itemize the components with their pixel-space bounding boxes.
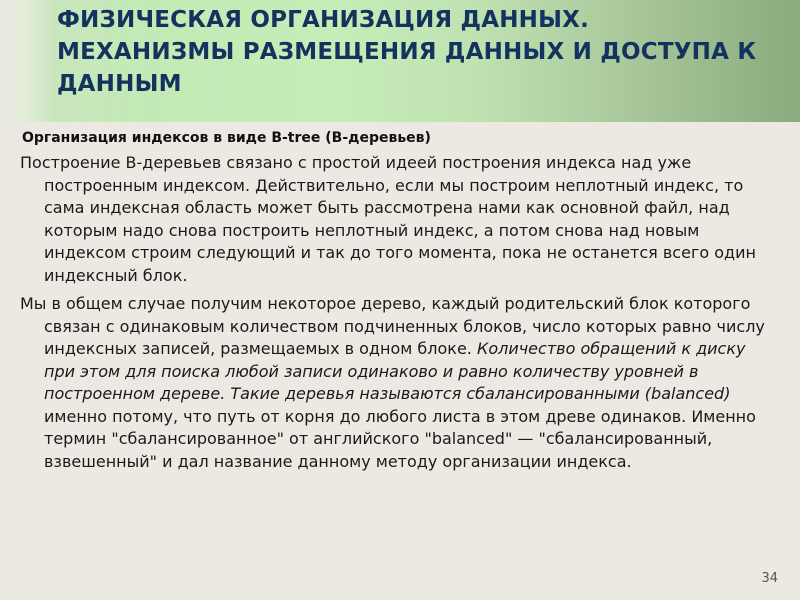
- paragraph-2: [20, 293, 780, 473]
- slide-content: [20, 128, 780, 479]
- paragraph-1: Построение B-деревьев связано с простой идеей построения индекса над уже построенным индексом. Действительно, если мы построим неплотный индекс, то сама индексная область может быть рассмотрена нами как основной файл, над которым надо снова построить неплотный индекс, а потом снова над новым индексом строим следующий и так до того момента, пока не останется всего один индексный блок.: [20, 153, 756, 285]
- paragraph-2-part-3: именно потому, что путь от корня до любого листа в этом древе одинаков. Именно термин "сбалансированное" от английского "balanced" — "сбалансированный, взвешенный" и дал название данному методу организации индекса.: [44, 406, 756, 471]
- section-subtitle: Организация индексов в виде B-tree (B-деревьев): [22, 130, 431, 146]
- paragraph-2-italic: Количество обращений к диску при этом для поиска любой записи одинаково и равно количеству уровней в построенном дереве. Такие деревья называются сбалансированными (balanced): [44, 339, 746, 403]
- paragraph-2-part-1: Мы в общем случае получим некоторое дерево, каждый родительский блок которого связан с одинаковым количеством подчиненных блоков, число которых равно числу индексных записей, размещаемых в одном блоке.: [20, 294, 765, 358]
- page-number: 34: [761, 571, 778, 586]
- slide-title: ФИЗИЧЕСКАЯ ОРГАНИЗАЦИЯ ДАННЫХ. МЕХАНИЗМЫ РАЗМЕЩЕНИЯ ДАННЫХ И ДОСТУПА К ДАННЫМ: [57, 7, 757, 97]
